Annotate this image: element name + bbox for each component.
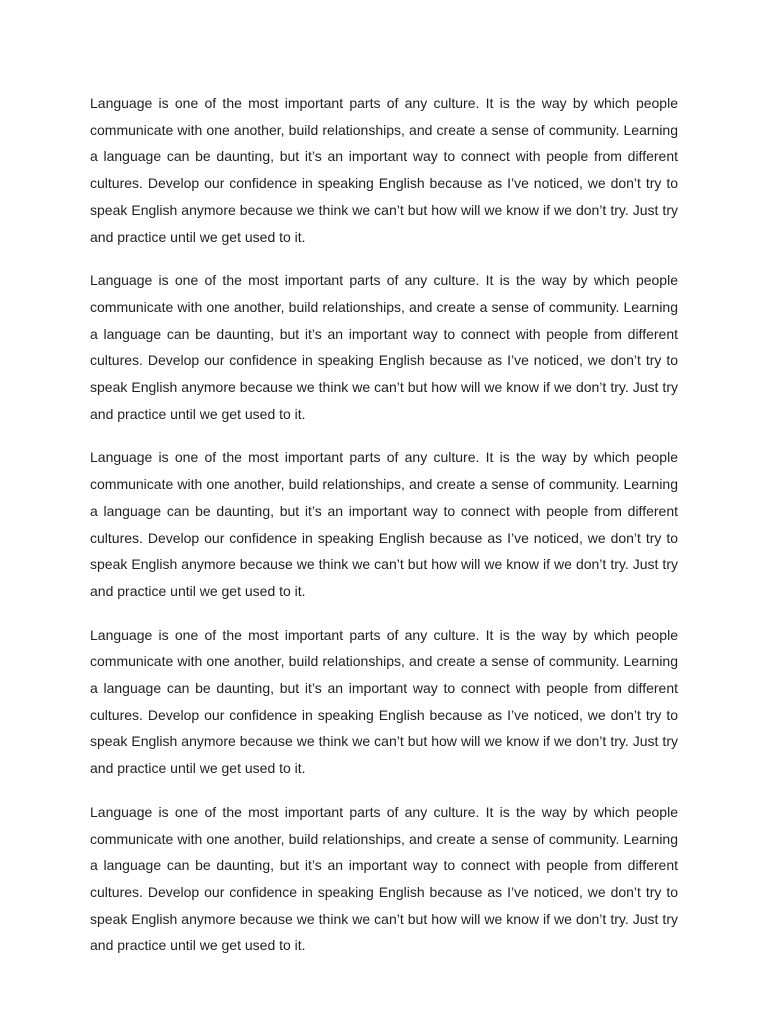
document-body [90,90,678,959]
paragraph: Language is one of the most important parts of any culture. It is the way by which people communicate with one another, build relationships, and create a sense of community. Learning a language can be daunting, but it’s an important way to connect with people from different cultures. Develop our confidence in speaking English because as I’ve noticed, we don’t try to speak English anymore because we think we can’t but how will we know if we don’t try. Just try and practice until we get used to it. [90,803,678,954]
paragraph: Language is one of the most important parts of any culture. It is the way by which people communicate with one another, build relationships, and create a sense of community. Learning a language can be daunting, but it’s an important way to connect with people from different cultures. Develop our confidence in speaking English because as I’ve noticed, we don’t try to speak English anymore because we think we can’t but how will we know if we don’t try. Just try and practice until we get used to it. [90,626,678,777]
paragraph: Language is one of the most important parts of any culture. It is the way by which people communicate with one another, build relationships, and create a sense of community. Learning a language can be daunting, but it’s an important way to connect with people from different cultures. Develop our confidence in speaking English because as I’ve noticed, we don’t try to speak English anymore because we think we can’t but how will we know if we don’t try. Just try and practice until we get used to it. [90,272,678,422]
paragraph: Language is one of the most important parts of any culture. It is the way by which people communicate with one another, build relationships, and create a sense of community. Learning a language can be daunting, but it’s an important way to connect with people from different cultures. Develop our confidence in speaking English because as I’ve noticed, we don’t try to speak English anymore because we think we can’t but how will we know if we don’t try. Just try and practice until we get used to it. [90,95,678,245]
paragraph: Language is one of the most important parts of any culture. It is the way by which people communicate with one another, build relationships, and create a sense of community. Learning a language can be daunting, but it’s an important way to connect with people from different cultures. Develop our confidence in speaking English because as I’ve noticed, we don’t try to speak English anymore because we think we can’t but how will we know if we don’t try. Just try and practice until we get used to it. [90,449,678,599]
